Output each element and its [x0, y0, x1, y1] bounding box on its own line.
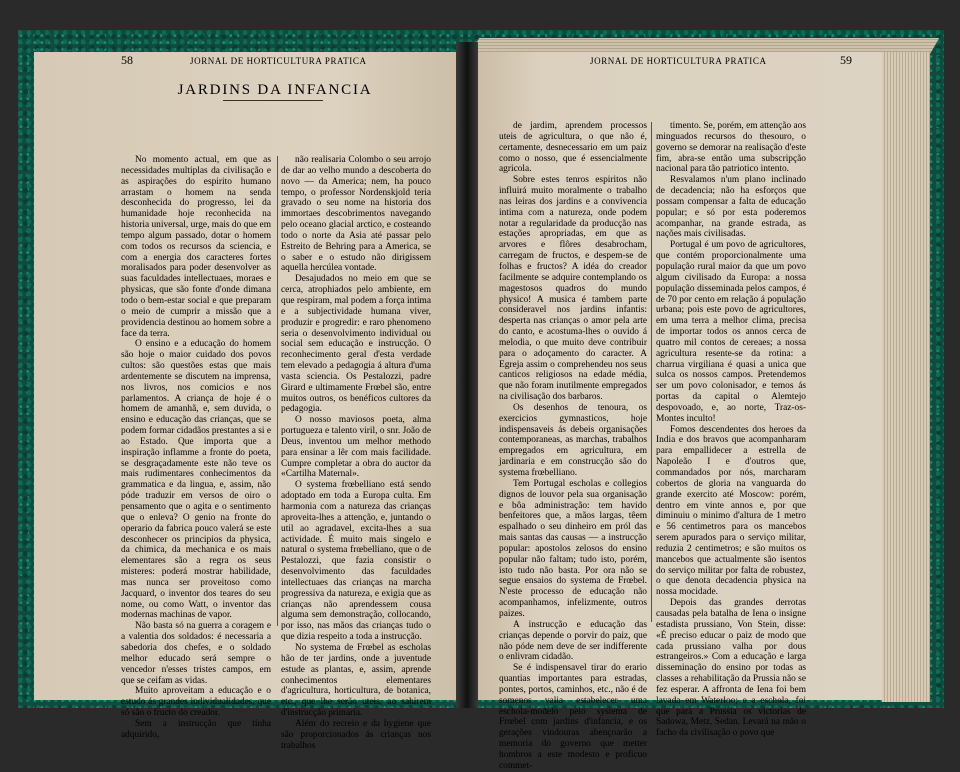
- left-page-number: 58: [121, 53, 133, 67]
- paragraph: Desajudados no meio em que se cerca, atrophiados pelo ambiente, em que respiram, mal podem a força intima e a subjectividade humana viver, produzir e progredir: e raro phenomeno seria o desenvolvimento individual ou social sem educação e instrucção. O reconhecimento geral d'esta verdade tem elevado a pedagogia á altura d'uma vasta sciencia. Os Pestalozzi, padre Girard e ultimamente Frœbel são, entre muitos outros, os benéficos cultores da pedagogia.: [281, 274, 431, 415]
- paragraph: No momento actual, em que as necessidades multiplas da civilisação e as aspirações do espirito humano arrastam o homem na senda desconhecida do progresso, lei da humanidade hoje reconhecida na historia universal, urge, mais do que em tempo algum passado, dotar o homem com todos os recursos da sciencia, e com a energia dos caracteres fortes moralisados para poder desenvolver as suas faculdades intellectuaes, moraes e physicas, que são fonte d'onde dimana todo o bem-estar social e que preparam o meio de cumprir a missão que a providencia destinou ao homem sobre a face da terra.: [121, 155, 271, 339]
- paragraph: O ensino e a educação do homem são hoje o maior cuidado dos povos cultos: são questões estas que mais ardentemente se discutem na imprensa, nos livros, nos comicios e nos parlamentos. A criança de hoje é o homem de amanhã, e, sem duvida, o ensino e educação das crianças, que se podem formar cidadãos prestantes a si e ao Estado. Que importa que a inspiração inflamme a fronte do poeta, se desgraçadamente este não teve os mais rudimentares conhecimentos da grammatica e da lingua, e, assim, não póde traduzir em versos de oiro o pensamento que o agita e o sentimento que o enleva? O genio na fronte do operario da fabrica pouco valerá se este desconhecer os principios da physica, da chimica, da mechanica e os mais elementares são a regra os seus misteres: poderá mostrar habilidade, mas nunca ser proveitoso como Jacquard, o inventor dos teares do seu nome, ou como Watt, o inventor das modernas machinas de vapor.: [121, 339, 271, 621]
- paragraph: Depois das grandes derrotas causadas pela batalha de Iena o insigne estadista prussiano, Von Stein, disse: «É preciso educar o paiz de modo que cada prussiano valha por dous estrangeiros.» Com a educação e larga disseminação do ensino por todas as classes a rehabilitação da Prussia não se fez esperar. A affronta de Iena foi bem lavada em Waterloo; e a eschola, foi que para a Prussia os victorias de Sadowa, Metz, Sedan. Levará na mão o facho da civilisação o povo que: [656, 598, 806, 739]
- paragraph: Não basta só na guerra a coragem e a valentia dos soldados: é necessaria a sabedoria dos chefes, e o soldado melhor educado será sempre o vencedor n'esses tristes campos, em que se ceifam as vidas.: [121, 621, 271, 686]
- paragraph: Sem a instrucção que tinha adquirido,: [121, 718, 271, 740]
- right-running-header: JORNAL DE HORTICULTURA PRATICA: [590, 56, 767, 66]
- paragraph: Se é indispensavel tirar do erario quantias importantes para estradas, pontes, portos, caminhos, etc., não é de somenos valia estabelecer uma eschola-modelo pelo systema de Frœbel com jardins d'infancia, e os gerações vindouras abençoarão a memoria do governo que metter hombros a este modesto e proficuo commet-: [499, 663, 647, 771]
- left-column-2: [281, 155, 431, 751]
- page-block-edge: [882, 52, 930, 702]
- paragraph: O systema frœbelliano está sendo adoptado em toda a Europa culta. Em harmonia com a natureza das crianças aproveita-lhes a attenção, e, juntando o util ao agradavel, excita-lhes a sua actividade. É muito mais singelo e natural o systema frœbelliano, que o de Pestalozzi, que fazia consistir o desenvolvimento das faculdades intellectuaes das crianças na marcha progressiva da natureza, e exigia que as crianças não aprendessem cousa alguma sem demonstração, collocando, por isso, nas mãos das crianças tudo o que dizia respeito a toda a instrucção.: [281, 480, 431, 643]
- paragraph: timento. Se, porém, em attenção aos minguados recursos do thesouro, o governo se demorar na realisação d'este fim, abra-se então uma subscripção nacional para tão patriotico intento.: [656, 121, 806, 175]
- paragraph: Muito aproveitam a educação e o estudo ás grandes individualidades, que só são o fructo do creador.: [121, 686, 271, 719]
- paragraph: não realisaria Colombo o seu arrojo de dar ao velho mundo a descoberta do novo — da America; nem, ha pouco tempo, o professor Nordenskjold teria gravado o seu nome na historia dos immortaes descobrimentos navegando pelo oceano glacial arctico, e costeando todo o norte da Asia até passar pelo Estreito de Behring para a America, se o saber e o estudo não dirigissem aquella hercúlea vontade.: [281, 155, 431, 274]
- column-rule-left: [277, 156, 278, 626]
- paragraph: Os desenhos de tenoura, os exercicios gymnasticos, hoje indispensaveis ás debeis organisações contemporaneas, as marchas, trabalhos empregados em agricultura, em jardinaria e em construcção são do systema frœbelliano.: [499, 402, 647, 478]
- left-column-1: [121, 155, 271, 740]
- right-column-2: [656, 121, 806, 739]
- paragraph: Portugal é um povo de agricultores, que contém proporcionalmente uma população rural maior da que um povo algum civilisado da Europa: a nossa população disseminada pelos campos, é de 70 por cento em relação á população urbana; pois este povo de agricultores, em uma terra a melhor clima, precisa de importar todos os annos cerca de quatro mil contos de cereaes; a nossa agricultura resente-se da rotina: a charrua virgiliana é quasi a unica que sulca os nossos campos. Pretendemos ser um povo colonisador, e temos ás portas da capital o Alemtejo despovoado, e, ao norte, Traz-os-Montes inculto!: [656, 240, 806, 424]
- paragraph: Resvalamos n'um plano inclinado de decadencia; não ha esforços que possam compensar a falta de educação popular; e só por esta poderemos acompanhar, na grande estrada, as nações mais civilisadas.: [656, 175, 806, 240]
- paragraph: O nosso maviosos poeta, alma portugueza e talento viril, o snr. João de Deus, inventou um melhor methodo para ensinar a lêr com mais facilidade. Cumpre completar a obra do auctor da «Cartilha Maternal».: [281, 415, 431, 480]
- paragraph: A instrucção e educação das crianças depende o porvir do paiz, que não póde nem deve de ser indifferente o enlivram cidadão.: [499, 619, 647, 663]
- paragraph: Fomos descendentes dos heroes da India e dos bravos que acompanharam para empallidecer a estrella de Napoleão I e d'outros que, commandados por nós, marcharam cobertos de gloria na vanguarda do grande exercito até Moscow: porém, dentro em vinte annos e, por que diminuiu o minimo d'altura de 1 metro e 56 centimetros para os mancebos serem apurados para o serviço militar, reduzia 2 centimetros; e são muitos os mancebos que actualmente são isentos do serviço militar por falta de robustez, o que denota decadencia physica na nossa mocidade.: [656, 424, 806, 598]
- paragraph: Sobre estes tenros espiritos não influirá muito moralmente o trabalho nas leiras dos jardins e a convivencia intima com a natureza, onde podem notar a regularidade da producção nas estações apropriadas, em que as arvores e flôres desabrocham, carregam de fructos, e despem-se de folhas e fructos? A idéa do creador facilmente se adquire contemplando os magestosos quadros do mundo physico! A musica é tambem parte consideravel nos jardins infantis: desperta nas crianças o amor pela arte do canto, e acostuma-lhes o ouvido á melodia, o que muito deve contribuir para o adoçamento do caracter. A Egreja assim o comprehendeu nos seus canticos religiosos na edade média, que não foram inutilmente empregados na civilisação dos barbaros.: [499, 175, 647, 403]
- paragraph: de jardim, aprendem processos uteis de agricultura, o que não é, certamente, desnecessario em um paiz como o nosso, que é essencialmente agricola.: [499, 121, 647, 175]
- title-underline: [223, 100, 323, 101]
- article-title: JARDINS DA INFANCIA: [177, 82, 373, 98]
- paragraph: Tem Portugal escholas e collegios dignos de louvor pela sua organisação e bôa administração: tem havido benfeitores que, a mãos largas, têem espalhado o seu dinheiro em pról das mais santas das causas — a instrucção popular: apostolos zelosos do ensino popular não faltam; tudo isto, porém, isto tudo não basta. Por ora não se segue ensaios do systema de Frœbel. N'este processo de educação não acompanhamos, infelizmente, outros paizes.: [499, 478, 647, 619]
- paragraph: Além do recreio e da hygiene que são proporcionados ás crianças nos trabalhos: [281, 718, 431, 751]
- column-rule-right: [651, 122, 652, 622]
- left-running-header: JORNAL DE HORTICULTURA PRATICA: [190, 56, 367, 66]
- paragraph: No systema de Frœbel as escholas hão de ter jardins, onde a juventude estude as plantas, e, assim, aprende conhecimentos elementares d'agricultura, horticultura, de botanica, etc., que lhe serão uteis, ao sahirem d'instrucção primaria.: [281, 642, 431, 719]
- right-column-1: [499, 121, 647, 771]
- book-gutter: [456, 42, 478, 708]
- right-page-number: 59: [840, 53, 852, 67]
